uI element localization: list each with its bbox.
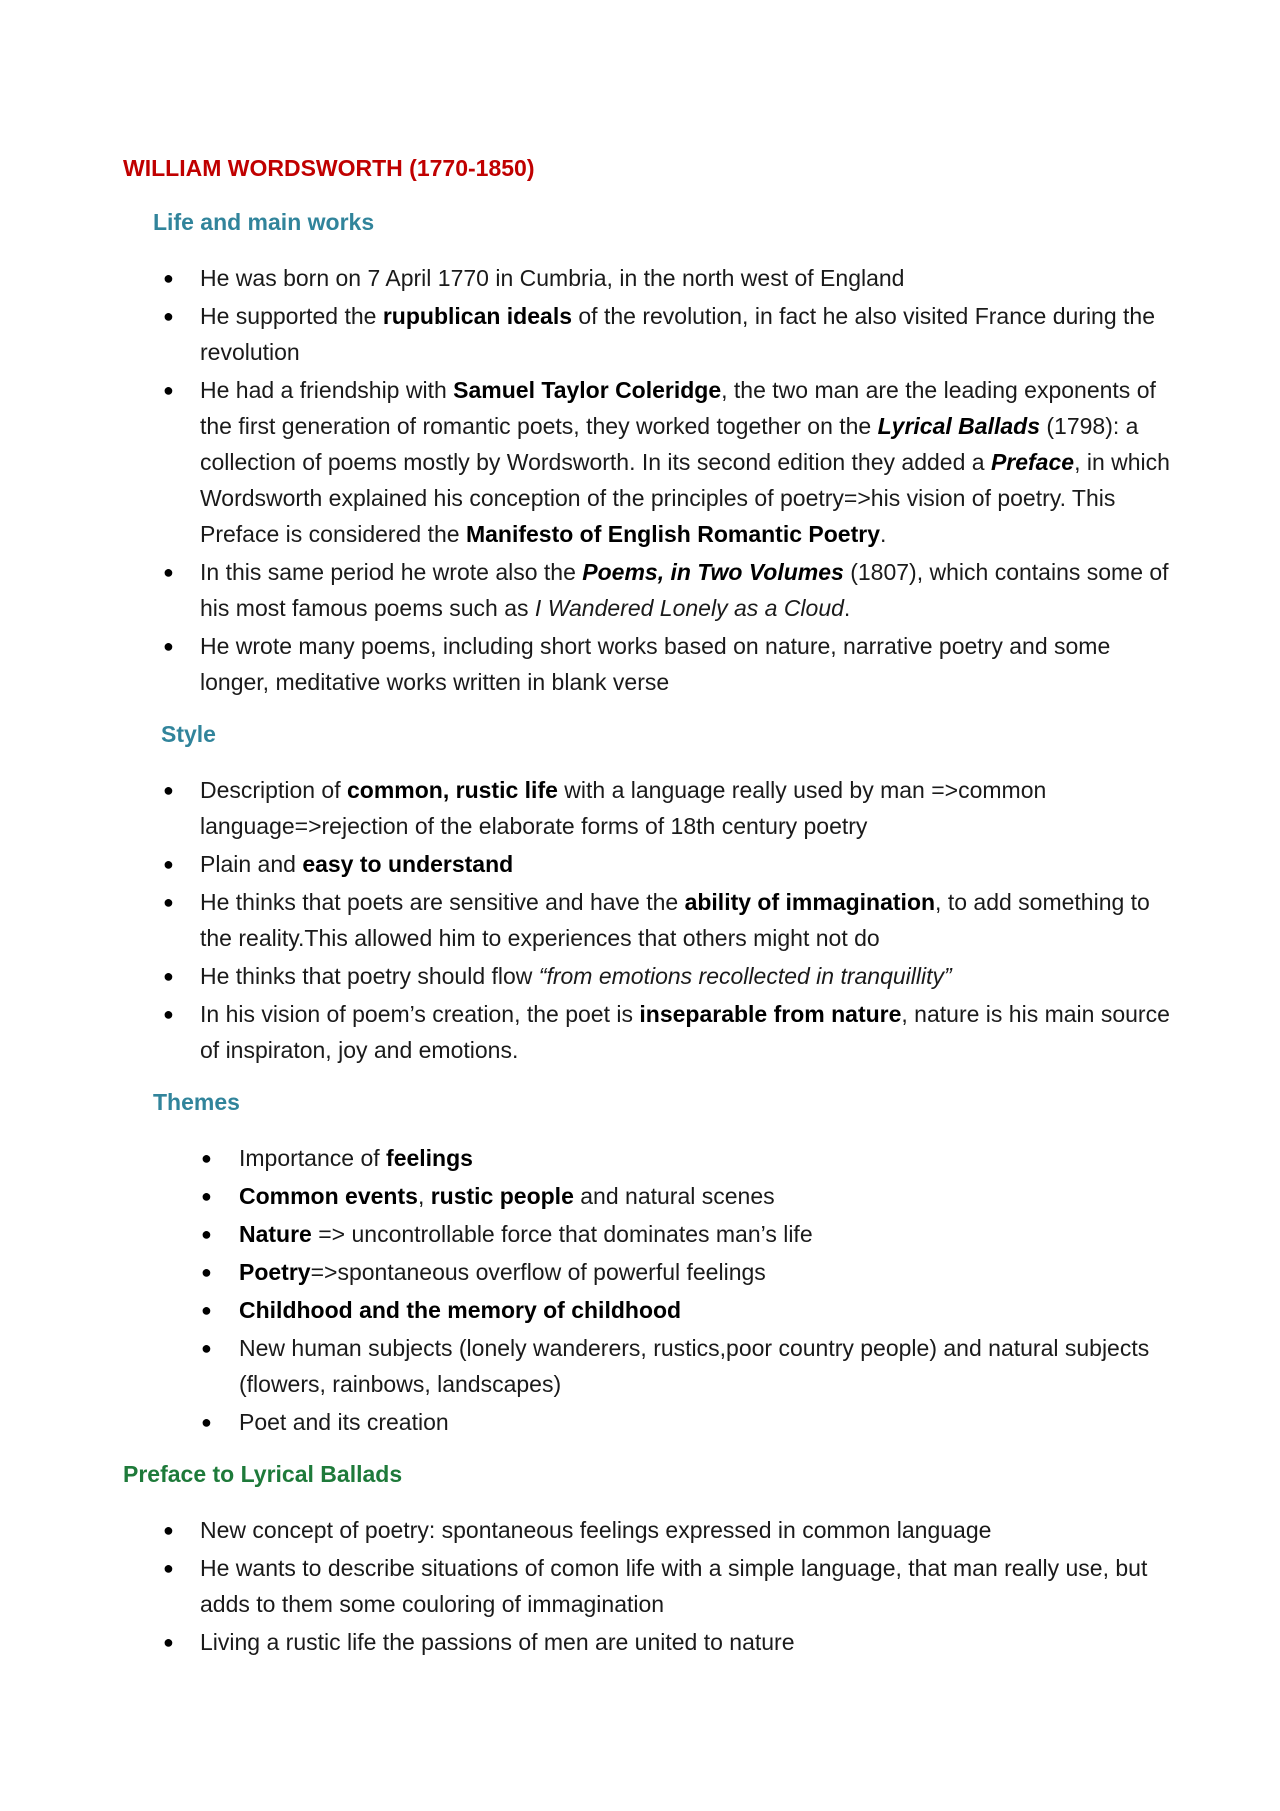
bullet-icon: ● [163, 306, 174, 326]
bullet-icon: ● [163, 854, 174, 874]
emphasis-text: inseparable from nature [639, 1001, 902, 1027]
document-title: WILLIAM WORDSWORTH (1770-1850) [123, 155, 535, 181]
bullet-icon: ● [163, 562, 174, 582]
list-text: =>spontaneous overflow of powerful feelings [310, 1259, 766, 1285]
emphasis-text: easy to understand [302, 851, 514, 877]
list-text: , the two man are the leading exponents of the first generation of romantic poets, they worked together on the [200, 377, 1156, 439]
list-text: In this same period he wrote also the [200, 559, 583, 585]
list-text: New human subjects (lonely wanderers, rustics,poor country people) and natural subjects (flowers, rainbows, landscapes) [239, 1335, 1150, 1397]
list-item [123, 1178, 1170, 1214]
list-text: => uncontrollable force that dominates man’s life [311, 1221, 813, 1247]
list-item [123, 1624, 1170, 1660]
list-text: He was born on 7 April 1770 in Cumbria, in the north west of England [200, 265, 905, 291]
emphasis-text: Samuel Taylor Coleridge [453, 377, 722, 403]
list-item [123, 846, 1170, 882]
list-text: of the revolution, in fact he also visited France during the revolution [200, 303, 1155, 365]
list-item [123, 1292, 1170, 1328]
bullet-icon: ● [201, 1412, 212, 1432]
emphasis-text: feelings [386, 1145, 473, 1171]
emphasis-text: “from emotions recollected in tranquillity” [538, 963, 952, 989]
bullet-icon: ● [163, 892, 174, 912]
list-item [123, 958, 1170, 994]
emphasis-text: Common events [239, 1183, 418, 1209]
section-heading-preface: Preface to Lyrical Ballads [123, 1461, 403, 1487]
bullet-icon: ● [163, 1004, 174, 1024]
list-item [123, 372, 1170, 552]
list-item [123, 884, 1170, 956]
bullet-icon: ● [163, 268, 174, 288]
preface-bullet-list [123, 1512, 1170, 1660]
bullet-icon: ● [201, 1186, 212, 1206]
list-text: He supported the [200, 303, 383, 329]
bullet-icon: ● [201, 1148, 212, 1168]
list-text: Description of [200, 777, 348, 803]
list-text: (1798): a collection of poems mostly by Wordsworth. In its second edition they added a [200, 413, 1139, 475]
list-text: He thinks that poets are sensitive and have the [200, 889, 685, 915]
list-item [123, 1254, 1170, 1290]
list-item [123, 298, 1170, 370]
emphasis-text: Childhood and the memory of childhood [239, 1297, 682, 1323]
emphasis-text: Poems, in Two Volumes [582, 559, 844, 585]
section-heading-life: Life and main works [153, 209, 375, 235]
bullet-icon: ● [163, 1520, 174, 1540]
list-item [123, 1550, 1170, 1622]
section-heading-style: Style [161, 721, 216, 747]
list-text: (1807), which contains some of his most famous poems such as [200, 559, 1169, 621]
list-text: , to add something to the reality.This allowed him to experiences that others might not do [200, 889, 1150, 951]
list-text: , in which Wordsworth explained his conception of the principles of poetry=>his vision of poetry. This Preface is considered the [200, 449, 1170, 547]
bullet-icon: ● [163, 1632, 174, 1652]
bullet-icon: ● [163, 380, 174, 400]
list-text: He thinks that poetry should flow [200, 963, 539, 989]
emphasis-text: common, rustic life [347, 777, 558, 803]
list-text: with a language really used by man =>common language=>rejection of the elaborate forms of 18th century poetry [200, 777, 1047, 839]
emphasis-text: I Wandered Lonely as a Cloud [534, 595, 844, 621]
list-text: , nature is his main source of inspiraton, joy and emotions. [200, 1001, 1170, 1063]
list-item [123, 1404, 1170, 1440]
list-item [123, 996, 1170, 1068]
list-item [123, 628, 1170, 700]
style-bullet-list [123, 772, 1170, 1068]
bullet-icon: ● [163, 780, 174, 800]
list-item [123, 772, 1170, 844]
bullet-icon: ● [163, 966, 174, 986]
list-item [123, 1216, 1170, 1252]
list-text: Importance of [239, 1145, 387, 1171]
list-text: and natural scenes [573, 1183, 775, 1209]
list-text: Living a rustic life the passions of men are united to nature [200, 1629, 795, 1655]
list-item [123, 1330, 1170, 1402]
list-item [123, 554, 1170, 626]
emphasis-text: Preface [990, 449, 1075, 475]
bullet-icon: ● [201, 1224, 212, 1244]
emphasis-text: Lyrical Ballads [877, 413, 1040, 439]
list-item [123, 260, 1170, 296]
bullet-icon: ● [163, 636, 174, 656]
section-heading-themes: Themes [153, 1089, 240, 1115]
bullet-icon: ● [201, 1262, 212, 1282]
list-text: Poet and its creation [239, 1409, 449, 1435]
bullet-icon: ● [201, 1338, 212, 1358]
emphasis-text: Manifesto of English Romantic Poetry [465, 521, 880, 547]
emphasis-text: rupublican ideals [382, 303, 572, 329]
list-item [123, 1512, 1170, 1548]
bullet-icon: ● [163, 1558, 174, 1578]
bullet-icon: ● [201, 1300, 212, 1320]
emphasis-text: Nature [239, 1221, 312, 1247]
list-text: , [417, 1183, 431, 1209]
emphasis-text: ability of immagination [684, 889, 936, 915]
life-bullet-list [123, 260, 1170, 700]
list-text: . [879, 521, 887, 547]
emphasis-text: rustic people [430, 1183, 574, 1209]
list-text: New concept of poetry: spontaneous feelings expressed in common language [200, 1517, 992, 1543]
list-text: He wants to describe situations of comon life with a simple language, that man really use, but adds to them some couloring of immagination [200, 1555, 1148, 1617]
list-text: Plain and [200, 851, 303, 877]
list-text: He wrote many poems, including short works based on nature, narrative poetry and some longer, meditative works written in blank verse [200, 633, 1111, 695]
emphasis-text: Poetry [239, 1259, 311, 1285]
list-text: He had a friendship with [200, 377, 454, 403]
list-item [123, 1140, 1170, 1176]
list-text: In his vision of poem’s creation, the poet is [200, 1001, 640, 1027]
list-text: . [843, 595, 851, 621]
themes-bullet-list [123, 1140, 1170, 1440]
